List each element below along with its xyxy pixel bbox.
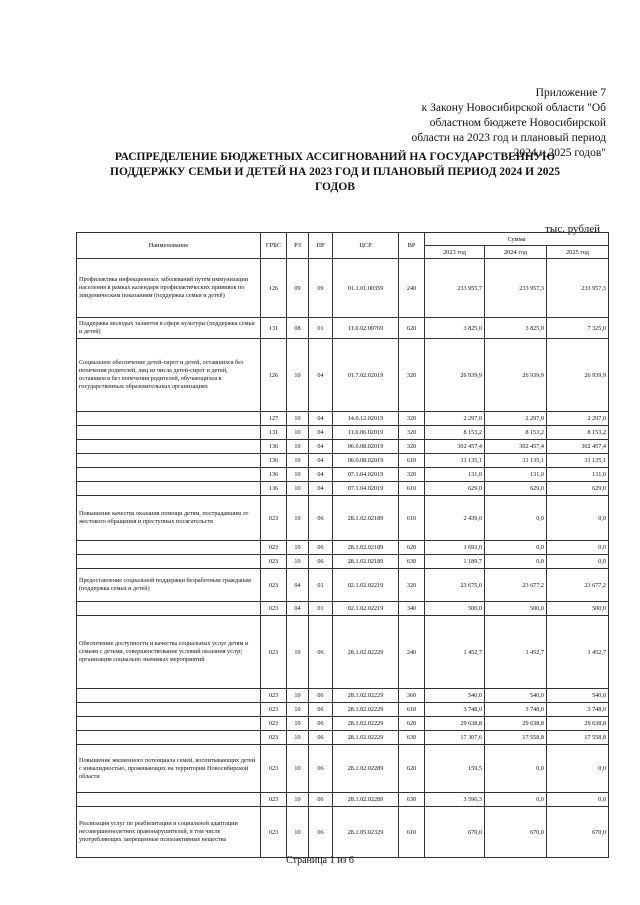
sum-2025-cell: 23 677,2	[547, 569, 609, 602]
title-line: ГОДОВ	[315, 181, 355, 193]
table-row	[77, 703, 609, 717]
table-row	[77, 807, 609, 858]
sum-2024-cell: 3 825,0	[485, 318, 547, 339]
row-name-empty	[77, 482, 261, 496]
table-row	[77, 339, 609, 412]
rz-cell: 10	[287, 555, 309, 569]
row-name-empty	[77, 731, 261, 745]
pr-cell: 01	[309, 569, 333, 602]
row-name-empty	[77, 602, 261, 616]
csr-cell: 11.0.06.02019	[333, 426, 399, 440]
sum-2023-cell: 670,0	[425, 807, 485, 858]
csr-cell: 28.1.05.02329	[333, 807, 399, 858]
sum-2023-cell: 31 135,1	[425, 454, 485, 468]
table-body	[77, 259, 609, 858]
rz-cell: 10	[287, 745, 309, 793]
rz-cell: 10	[287, 496, 309, 541]
appendix-line: 2024 и 2025 годов"	[513, 147, 606, 159]
csr-cell: 28.1.02.02229	[333, 731, 399, 745]
rz-cell: 10	[287, 426, 309, 440]
grbs-cell: 023	[261, 616, 287, 689]
sum-2023-cell: 500,0	[425, 602, 485, 616]
sum-2025-cell: 3 748,0	[547, 703, 609, 717]
sum-2024-cell: 0,0	[485, 496, 547, 541]
sum-2024-cell: 1 452,7	[485, 616, 547, 689]
sum-2024-cell: 2 297,0	[485, 412, 547, 426]
csr-cell: 07.1.04.02019	[333, 468, 399, 482]
sum-2025-cell: 629,0	[547, 482, 609, 496]
pr-cell: 01	[309, 602, 333, 616]
table-row	[77, 569, 609, 602]
sum-2023-cell: 131,0	[425, 468, 485, 482]
csr-cell: 28.1.02.02189	[333, 555, 399, 569]
sum-2025-cell: 1 452,7	[547, 616, 609, 689]
row-name: Поддержка молодых талантов в сфере культуры (поддержка семьи и детей)	[77, 318, 261, 339]
grbs-cell: 023	[261, 541, 287, 555]
grbs-cell: 023	[261, 689, 287, 703]
rz-cell: 10	[287, 339, 309, 412]
sum-2025-cell: 31 135,1	[547, 454, 609, 468]
rz-cell: 10	[287, 807, 309, 858]
rz-cell: 10	[287, 468, 309, 482]
sum-2023-cell: 3 748,0	[425, 703, 485, 717]
header-sum: Сумма	[425, 233, 609, 246]
sum-2025-cell: 2 297,0	[547, 412, 609, 426]
vr-cell: 240	[399, 259, 425, 318]
csr-cell: 28.1.02.02289	[333, 793, 399, 807]
vr-cell: 630	[399, 793, 425, 807]
sum-2024-cell: 26 939,9	[485, 339, 547, 412]
pr-cell: 06	[309, 496, 333, 541]
row-name-empty	[77, 412, 261, 426]
document-title	[90, 150, 580, 195]
table-row	[77, 689, 609, 703]
table-row	[77, 793, 609, 807]
sum-2023-cell: 1 452,7	[425, 616, 485, 689]
row-name: Повышение жизненного потенциала семей, воспитывающих детей с инвалидностью, проживающих на территории Новосибирской области	[77, 745, 261, 793]
rz-cell: 10	[287, 541, 309, 555]
sum-2025-cell: 0,0	[547, 496, 609, 541]
table-row	[77, 482, 609, 496]
pr-cell: 06	[309, 717, 333, 731]
title-line: РАСПРЕДЕЛЕНИЕ БЮДЖЕТНЫХ АССИГНОВАНИЙ НА ГОСУДАРСТВЕННУЮ	[114, 151, 556, 163]
rz-cell: 10	[287, 482, 309, 496]
pr-cell: 04	[309, 426, 333, 440]
table-row	[77, 731, 609, 745]
grbs-cell: 023	[261, 807, 287, 858]
vr-cell: 620	[399, 745, 425, 793]
vr-cell: 320	[399, 412, 425, 426]
table-row	[77, 426, 609, 440]
sum-2024-cell: 8 153,2	[485, 426, 547, 440]
rz-cell: 10	[287, 703, 309, 717]
appendix-line: областном бюджете Новосибирской	[429, 117, 606, 129]
pr-cell: 04	[309, 440, 333, 454]
sum-2024-cell: 17 558,8	[485, 731, 547, 745]
table-row	[77, 259, 609, 318]
grbs-cell: 127	[261, 412, 287, 426]
vr-cell: 610	[399, 807, 425, 858]
rz-cell: 10	[287, 717, 309, 731]
budget-table	[76, 232, 609, 858]
rz-cell: 10	[287, 793, 309, 807]
sum-2024-cell: 629,0	[485, 482, 547, 496]
grbs-cell: 136	[261, 440, 287, 454]
csr-cell: 28.1.02.02229	[333, 717, 399, 731]
header-2023: 2023 год	[425, 246, 485, 259]
rz-cell: 10	[287, 440, 309, 454]
sum-2024-cell: 670,0	[485, 807, 547, 858]
sum-2024-cell: 500,0	[485, 602, 547, 616]
grbs-cell: 131	[261, 318, 287, 339]
vr-cell: 360	[399, 689, 425, 703]
pr-cell: 04	[309, 412, 333, 426]
sum-2025-cell: 0,0	[547, 793, 609, 807]
sum-2025-cell: 540,0	[547, 689, 609, 703]
grbs-cell: 023	[261, 793, 287, 807]
header-row	[77, 233, 609, 246]
grbs-cell: 023	[261, 496, 287, 541]
csr-cell: 11.0.02.00769	[333, 318, 399, 339]
row-name: Повышение качества оказания помощи детям, пострадавшим от жестокого обращения и преступных посягательств	[77, 496, 261, 541]
grbs-cell: 023	[261, 745, 287, 793]
rz-cell: 10	[287, 689, 309, 703]
vr-cell: 610	[399, 482, 425, 496]
sum-2024-cell: 0,0	[485, 555, 547, 569]
grbs-cell: 126	[261, 339, 287, 412]
pr-cell: 06	[309, 541, 333, 555]
pr-cell: 01	[309, 318, 333, 339]
grbs-cell: 023	[261, 717, 287, 731]
table-row	[77, 468, 609, 482]
row-name: Социальное обеспечение детей-сирот и детей, оставшихся без попечения родителей, лиц из числа детей-сирот и детей, оставшихся без попечения родителей, обучающихся в государственных образовательных организациях	[77, 339, 261, 412]
header-name: Наименование	[77, 233, 261, 259]
vr-cell: 320	[399, 468, 425, 482]
table-row	[77, 454, 609, 468]
csr-cell: 06.0.08.02019	[333, 454, 399, 468]
sum-2023-cell: 2 439,0	[425, 496, 485, 541]
rz-cell: 10	[287, 412, 309, 426]
sum-2024-cell: 0,0	[485, 541, 547, 555]
sum-2025-cell: 17 558,8	[547, 731, 609, 745]
grbs-cell: 023	[261, 602, 287, 616]
sum-2024-cell: 23 677,2	[485, 569, 547, 602]
sum-2023-cell: 8 153,2	[425, 426, 485, 440]
grbs-cell: 136	[261, 468, 287, 482]
vr-cell: 620	[399, 717, 425, 731]
sum-2023-cell: 1 189,7	[425, 555, 485, 569]
table-row	[77, 602, 609, 616]
header-csr: ЦСР	[333, 233, 399, 259]
csr-cell: 07.1.04.02019	[333, 482, 399, 496]
grbs-cell: 131	[261, 426, 287, 440]
appendix-line: области на 2023 год и плановый период	[411, 132, 606, 144]
pr-cell: 09	[309, 259, 333, 318]
row-name-empty	[77, 468, 261, 482]
table-row	[77, 440, 609, 454]
pr-cell: 04	[309, 468, 333, 482]
csr-cell: 02.1.02.02219	[333, 602, 399, 616]
table-row	[77, 616, 609, 689]
sum-2023-cell: 23 675,0	[425, 569, 485, 602]
sum-2025-cell: 233 957,3	[547, 259, 609, 318]
sum-2025-cell: 29 638,8	[547, 717, 609, 731]
sum-2025-cell: 0,0	[547, 745, 609, 793]
rz-cell: 08	[287, 318, 309, 339]
header-pr: ПР	[309, 233, 333, 259]
sum-2025-cell: 302 457,4	[547, 440, 609, 454]
table-row	[77, 318, 609, 339]
vr-cell: 630	[399, 731, 425, 745]
header-rz: РЗ	[287, 233, 309, 259]
vr-cell: 610	[399, 703, 425, 717]
vr-cell: 320	[399, 569, 425, 602]
vr-cell: 610	[399, 454, 425, 468]
units-label: тыс. рублей	[545, 223, 600, 235]
pr-cell: 06	[309, 731, 333, 745]
csr-cell: 01.7.02.02019	[333, 339, 399, 412]
grbs-cell: 023	[261, 731, 287, 745]
sum-2024-cell: 0,0	[485, 745, 547, 793]
appendix-line: к Закону Новосибирской области "Об	[421, 102, 606, 114]
pr-cell: 06	[309, 793, 333, 807]
grbs-cell: 023	[261, 569, 287, 602]
sum-2025-cell: 0,0	[547, 541, 609, 555]
table-row	[77, 555, 609, 569]
vr-cell: 620	[399, 541, 425, 555]
csr-cell: 02.1.02.02219	[333, 569, 399, 602]
csr-cell: 28.1.02.02189	[333, 541, 399, 555]
pr-cell: 06	[309, 689, 333, 703]
csr-cell: 01.1.01.00359	[333, 259, 399, 318]
vr-cell: 340	[399, 602, 425, 616]
row-name-empty	[77, 454, 261, 468]
rz-cell: 09	[287, 259, 309, 318]
rz-cell: 10	[287, 731, 309, 745]
grbs-cell: 023	[261, 555, 287, 569]
sum-2024-cell: 302 457,4	[485, 440, 547, 454]
csr-cell: 28.1.02.02229	[333, 689, 399, 703]
row-name: Предоставление социальной поддержки безработным гражданам (поддержка семьи и детей)	[77, 569, 261, 602]
row-name: Профилактика инфекционных заболеваний путем иммунизации населения в рамках календаря профилактических прививок по эпидемическим показаниям (поддержка семьи и детей)	[77, 259, 261, 318]
sum-2024-cell: 0,0	[485, 793, 547, 807]
csr-cell: 28.1.02.02229	[333, 616, 399, 689]
row-name-empty	[77, 440, 261, 454]
header-2024: 2024 год	[485, 246, 547, 259]
sum-2023-cell: 302 457,4	[425, 440, 485, 454]
pr-cell: 04	[309, 482, 333, 496]
sum-2023-cell: 3 825,0	[425, 318, 485, 339]
row-name-empty	[77, 541, 261, 555]
csr-cell: 14.0.12.02019	[333, 412, 399, 426]
appendix-line: Приложение 7	[535, 87, 606, 99]
sum-2025-cell: 26 939,9	[547, 339, 609, 412]
sum-2023-cell: 540,0	[425, 689, 485, 703]
csr-cell: 28.1.02.02229	[333, 703, 399, 717]
csr-cell: 06.0.08.02019	[333, 440, 399, 454]
sum-2024-cell: 31 135,1	[485, 454, 547, 468]
table-row	[77, 496, 609, 541]
sum-2024-cell: 131,0	[485, 468, 547, 482]
sum-2025-cell: 8 153,2	[547, 426, 609, 440]
grbs-cell: 126	[261, 259, 287, 318]
row-name-empty	[77, 793, 261, 807]
sum-2025-cell: 0,0	[547, 555, 609, 569]
vr-cell: 320	[399, 440, 425, 454]
pr-cell: 06	[309, 555, 333, 569]
row-name-empty	[77, 703, 261, 717]
rz-cell: 10	[287, 616, 309, 689]
table-row	[77, 717, 609, 731]
table-row	[77, 412, 609, 426]
row-name: Реализация услуг по реабилитации и социальной адаптации несовершеннолетних правонарушителей, в том числе употребляющих запрещенные психоактивные вещества	[77, 807, 261, 858]
vr-cell: 630	[399, 555, 425, 569]
sum-2025-cell: 7 325,0	[547, 318, 609, 339]
rz-cell: 10	[287, 454, 309, 468]
sum-2023-cell: 1 693,0	[425, 541, 485, 555]
rz-cell: 04	[287, 602, 309, 616]
pr-cell: 06	[309, 703, 333, 717]
row-name-empty	[77, 426, 261, 440]
sum-2025-cell: 500,0	[547, 602, 609, 616]
row-name: Обеспечение доступности и качества социальных услуг детям и семьям с детьми, совершенствование условий оказания услуг, организация социально значимых мероприятий	[77, 616, 261, 689]
sum-2024-cell: 233 957,3	[485, 259, 547, 318]
sum-2023-cell: 26 939,9	[425, 339, 485, 412]
vr-cell: 620	[399, 318, 425, 339]
table-row	[77, 745, 609, 793]
sum-2025-cell: 131,0	[547, 468, 609, 482]
pr-cell: 04	[309, 339, 333, 412]
vr-cell: 610	[399, 496, 425, 541]
pr-cell: 06	[309, 745, 333, 793]
sum-2023-cell: 17 307,6	[425, 731, 485, 745]
grbs-cell: 136	[261, 454, 287, 468]
sum-2023-cell: 233 955,7	[425, 259, 485, 318]
vr-cell: 240	[399, 616, 425, 689]
sum-2024-cell: 540,0	[485, 689, 547, 703]
table-row	[77, 541, 609, 555]
grbs-cell: 023	[261, 703, 287, 717]
sum-2023-cell: 3 596,3	[425, 793, 485, 807]
vr-cell: 320	[399, 426, 425, 440]
vr-cell: 320	[399, 339, 425, 412]
row-name-empty	[77, 689, 261, 703]
row-name-empty	[77, 717, 261, 731]
sum-2024-cell: 29 638,8	[485, 717, 547, 731]
csr-cell: 28.1.02.02289	[333, 745, 399, 793]
sum-2023-cell: 629,0	[425, 482, 485, 496]
pr-cell: 06	[309, 616, 333, 689]
row-name-empty	[77, 555, 261, 569]
csr-cell: 28.1.02.02189	[333, 496, 399, 541]
pr-cell: 04	[309, 454, 333, 468]
rz-cell: 04	[287, 569, 309, 602]
title-line: ПОДДЕРЖКУ СЕМЬИ И ДЕТЕЙ НА 2023 ГОД И ПЛАНОВЫЙ ПЕРИОД 2024 И 2025	[110, 166, 560, 178]
sum-2024-cell: 3 748,0	[485, 703, 547, 717]
sum-2023-cell: 159,5	[425, 745, 485, 793]
grbs-cell: 136	[261, 482, 287, 496]
sum-2023-cell: 29 638,8	[425, 717, 485, 731]
pr-cell: 06	[309, 807, 333, 858]
header-vr: ВР	[399, 233, 425, 259]
sum-2025-cell: 670,0	[547, 807, 609, 858]
header-2025: 2025 год	[547, 246, 609, 259]
sum-2023-cell: 2 297,0	[425, 412, 485, 426]
header-grbs: ГРБС	[261, 233, 287, 259]
page-footer: Страница 1 из 6	[286, 855, 354, 866]
